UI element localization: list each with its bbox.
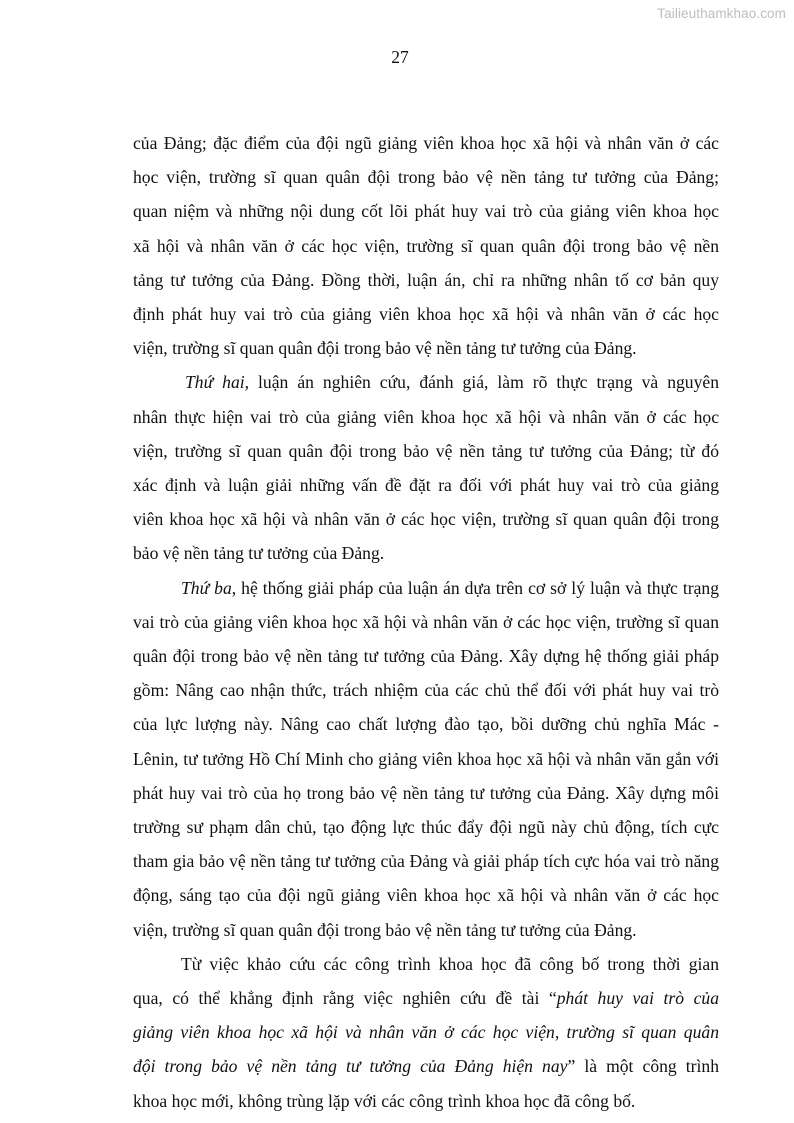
text-line: tảng tư tưởng của Đảng. Đồng thời, luận án, chỉ ra những nhân tố cơ bản quy [133, 269, 719, 290]
thesis-title-emphasis: giảng viên khoa học xã hội và nhân văn ở các học viện, trường sĩ quan quân [133, 1022, 719, 1043]
text-line: bảo vệ nền tảng tư tưởng của Đảng. [133, 543, 385, 564]
text-line: Từ việc khảo cứu các công trình khoa học đã công bố trong thời gian [181, 953, 719, 974]
text-run: ” là một công trình [567, 1056, 719, 1077]
text-line: viện, trường sĩ quan quân đội trong bảo vệ nền tảng tư tưởng của Đảng. [133, 338, 637, 359]
text-line: xác định và luận giải những vấn đề đặt ra đối với phát huy vai trò của giảng [133, 475, 719, 496]
text-line: vai trò của giảng viên khoa học xã hội và nhân văn ở các học viện, trường sĩ quan [133, 611, 719, 632]
watermark: Tailieuthamkhao.com [657, 6, 786, 21]
paragraph-1 [133, 126, 719, 365]
text-line [133, 1049, 719, 1083]
page-number: 27 [391, 47, 409, 67]
text-line: học viện, trường sĩ quan quân đội trong bảo vệ nền tảng tư tưởng của Đảng; [133, 167, 719, 188]
text-line: quân đội trong bảo vệ nền tảng tư tưởng của Đảng. Xây dựng hệ thống giải pháp [133, 646, 719, 667]
text-line: phát huy vai trò của họ trong bảo vệ nền tảng tư tưởng của Đảng. Xây dựng môi [133, 782, 719, 803]
paragraph-2 [133, 365, 719, 570]
text-line: nhân thực hiện vai trò của giảng viên khoa học xã hội và nhân văn ở các học [133, 406, 719, 427]
text-line: định phát huy vai trò của giảng viên khoa học xã hội và nhân văn ở các học [133, 304, 719, 325]
text-line: viên khoa học xã hội và nhân văn ở các học viện, trường sĩ quan quân đội trong [133, 509, 719, 530]
text-line: gồm: Nâng cao nhận thức, trách nhiệm của các chủ thể đối với phát huy vai trò [133, 680, 719, 701]
text-line: Lênin, tư tưởng Hồ Chí Minh cho giảng viên khoa học xã hội và nhân văn gắn với [133, 748, 719, 769]
text-run: , hệ thống giải pháp của luận án dựa trên cơ sở lý luận và thực trạng [231, 577, 719, 598]
text-line [133, 1015, 719, 1049]
text-line [133, 981, 719, 1015]
text-line: xã hội và nhân văn ở các học viện, trường sĩ quan quân đội trong bảo vệ nền [133, 235, 719, 256]
thesis-title-emphasis: đội trong bảo vệ nền tảng tư tưởng của Đảng hiện nay [133, 1056, 568, 1077]
text-line: động, sáng tạo của đội ngũ giảng viên khoa học xã hội và nhân văn ở các học [133, 885, 719, 906]
text-line: trường sư phạm dân chủ, tạo động lực thúc đẩy đội ngũ này chủ động, tích cực [133, 817, 719, 838]
text-run: , luận án nghiên cứu, đánh giá, làm rõ thực trạng và nguyên [244, 372, 719, 393]
text-line: quan niệm và những nội dung cốt lõi phát huy vai trò của giảng viên khoa học [133, 201, 719, 222]
text-line: khoa học mới, không trùng lặp với các công trình khoa học đã công bố. [133, 1090, 636, 1111]
text-line [133, 365, 719, 399]
text-line: của Đảng; đặc điểm của đội ngũ giảng viên khoa học xã hội và nhân văn ở các [133, 133, 719, 153]
text-line [133, 571, 719, 605]
emphasis-thu-hai: Thứ hai [185, 372, 245, 393]
text-line: viện, trường sĩ quan quân đội trong bảo vệ nền tảng tư tưởng của Đảng. [133, 919, 637, 940]
text-line: viện, trường sĩ quan quân đội trong bảo vệ nền tảng tư tưởng của Đảng; từ đó [133, 440, 719, 461]
text-line: tham gia bảo vệ nền tảng tư tưởng của Đảng và giải pháp tích cực hóa vai trò năng [133, 851, 719, 872]
paragraph-3 [133, 571, 719, 947]
paragraph-4 [133, 947, 719, 1118]
thesis-title-emphasis: phát huy vai trò của [556, 988, 719, 1009]
document-body [133, 126, 719, 1118]
emphasis-thu-ba: Thứ ba [181, 577, 232, 598]
text-run: qua, có thể khẳng định rằng việc nghiên cứu đề tài “ [133, 988, 557, 1009]
text-line: của lực lượng này. Nâng cao chất lượng đào tạo, bồi dưỡng chủ nghĩa Mác - [133, 714, 719, 735]
